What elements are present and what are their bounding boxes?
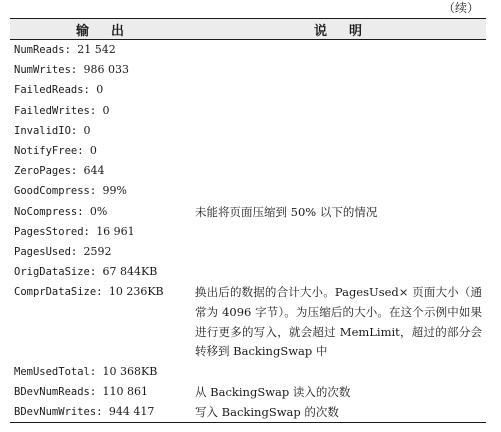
table-header: [10, 19, 486, 40]
field-value: 99%: [102, 184, 127, 198]
field-name: NotifyFree:: [14, 145, 84, 158]
field-value: 0: [89, 144, 97, 158]
output-cell: [10, 242, 195, 262]
field-name: NoCompress:: [14, 205, 84, 218]
field-value: 644: [83, 164, 105, 178]
table-row: [10, 101, 486, 121]
table-row: [10, 161, 486, 181]
table-row: [10, 40, 486, 60]
field-value: 944 417: [108, 405, 155, 419]
field-name: MemUsedTotal:: [14, 365, 97, 378]
table-row: [10, 80, 486, 100]
header-description: 说明: [313, 23, 384, 39]
field-name: ZeroPages:: [14, 165, 78, 178]
field-name: PagesStored:: [14, 225, 90, 238]
table-row: [10, 202, 486, 222]
field-name: NumWrites:: [14, 64, 78, 77]
header-output: 输出: [75, 23, 146, 39]
field-value: 10 236KB: [108, 285, 164, 299]
table-row: [10, 242, 486, 262]
field-value: 10 368KB: [102, 364, 158, 378]
field-value: 0%: [89, 204, 108, 218]
field-value: 67 844KB: [102, 265, 158, 279]
field-value: 16 961: [96, 224, 135, 238]
field-value: 986 033: [83, 63, 130, 77]
description-cell: 换出后的数据的合计大小。PagesUsed× 页面大小（通常为 4096 字节）。为压缩后的大小。在这个示例中如果进行更多的写入，就会超过 MemLimit，超过的部分会转移到 BackingSwap 中: [195, 285, 482, 359]
field-value: 2592: [83, 245, 112, 259]
field-name: GoodCompress:: [14, 185, 97, 198]
description-cell: 写入 BackingSwap 的次数: [195, 405, 339, 420]
table-row: [10, 402, 486, 422]
table-row: [10, 60, 486, 80]
output-cell: [10, 101, 195, 121]
field-value: 0: [96, 83, 104, 97]
continued-label: （续）: [442, 1, 479, 15]
table-row: [10, 262, 486, 282]
table-row: [10, 362, 486, 382]
output-cell: [10, 382, 195, 402]
output-cell: [10, 262, 195, 282]
output-cell: [10, 222, 195, 242]
field-value: 110 861: [102, 385, 149, 399]
table-row: [10, 282, 486, 361]
output-cell: [10, 402, 195, 422]
table-row: [10, 121, 486, 141]
table-body: [10, 40, 486, 422]
field-name: NumReads:: [14, 44, 71, 56]
table-row: [10, 382, 486, 402]
output-cell: [10, 161, 195, 181]
output-cell: [10, 40, 195, 60]
description-cell: 从 BackingSwap 读入的次数: [195, 385, 351, 400]
output-cell: [10, 141, 195, 161]
output-cell: [10, 181, 195, 201]
field-name: OrigDataSize:: [14, 266, 97, 279]
output-table: [10, 18, 486, 423]
table-row: [10, 181, 486, 201]
field-name: InvalidIO:: [14, 124, 78, 137]
output-cell: [10, 362, 195, 382]
field-name: ComprDataSize:: [14, 286, 103, 299]
field-name: BDevNumReads:: [14, 386, 97, 399]
output-cell: [10, 121, 195, 141]
field-name: BDevNumWrites:: [14, 406, 103, 419]
field-value: 21 542: [77, 43, 116, 56]
output-cell: [10, 282, 195, 302]
field-name: FailedReads:: [14, 84, 90, 97]
output-cell: [10, 80, 195, 100]
output-cell: [10, 60, 195, 80]
table-row: [10, 222, 486, 242]
field-name: FailedWrites:: [14, 104, 97, 117]
output-cell: [10, 202, 195, 222]
table-row: [10, 141, 486, 161]
field-name: PagesUsed:: [14, 246, 78, 259]
field-value: 0: [102, 103, 110, 117]
field-value: 0: [83, 123, 91, 137]
description-cell: 未能将页面压缩到 50% 以下的情况: [195, 204, 378, 219]
